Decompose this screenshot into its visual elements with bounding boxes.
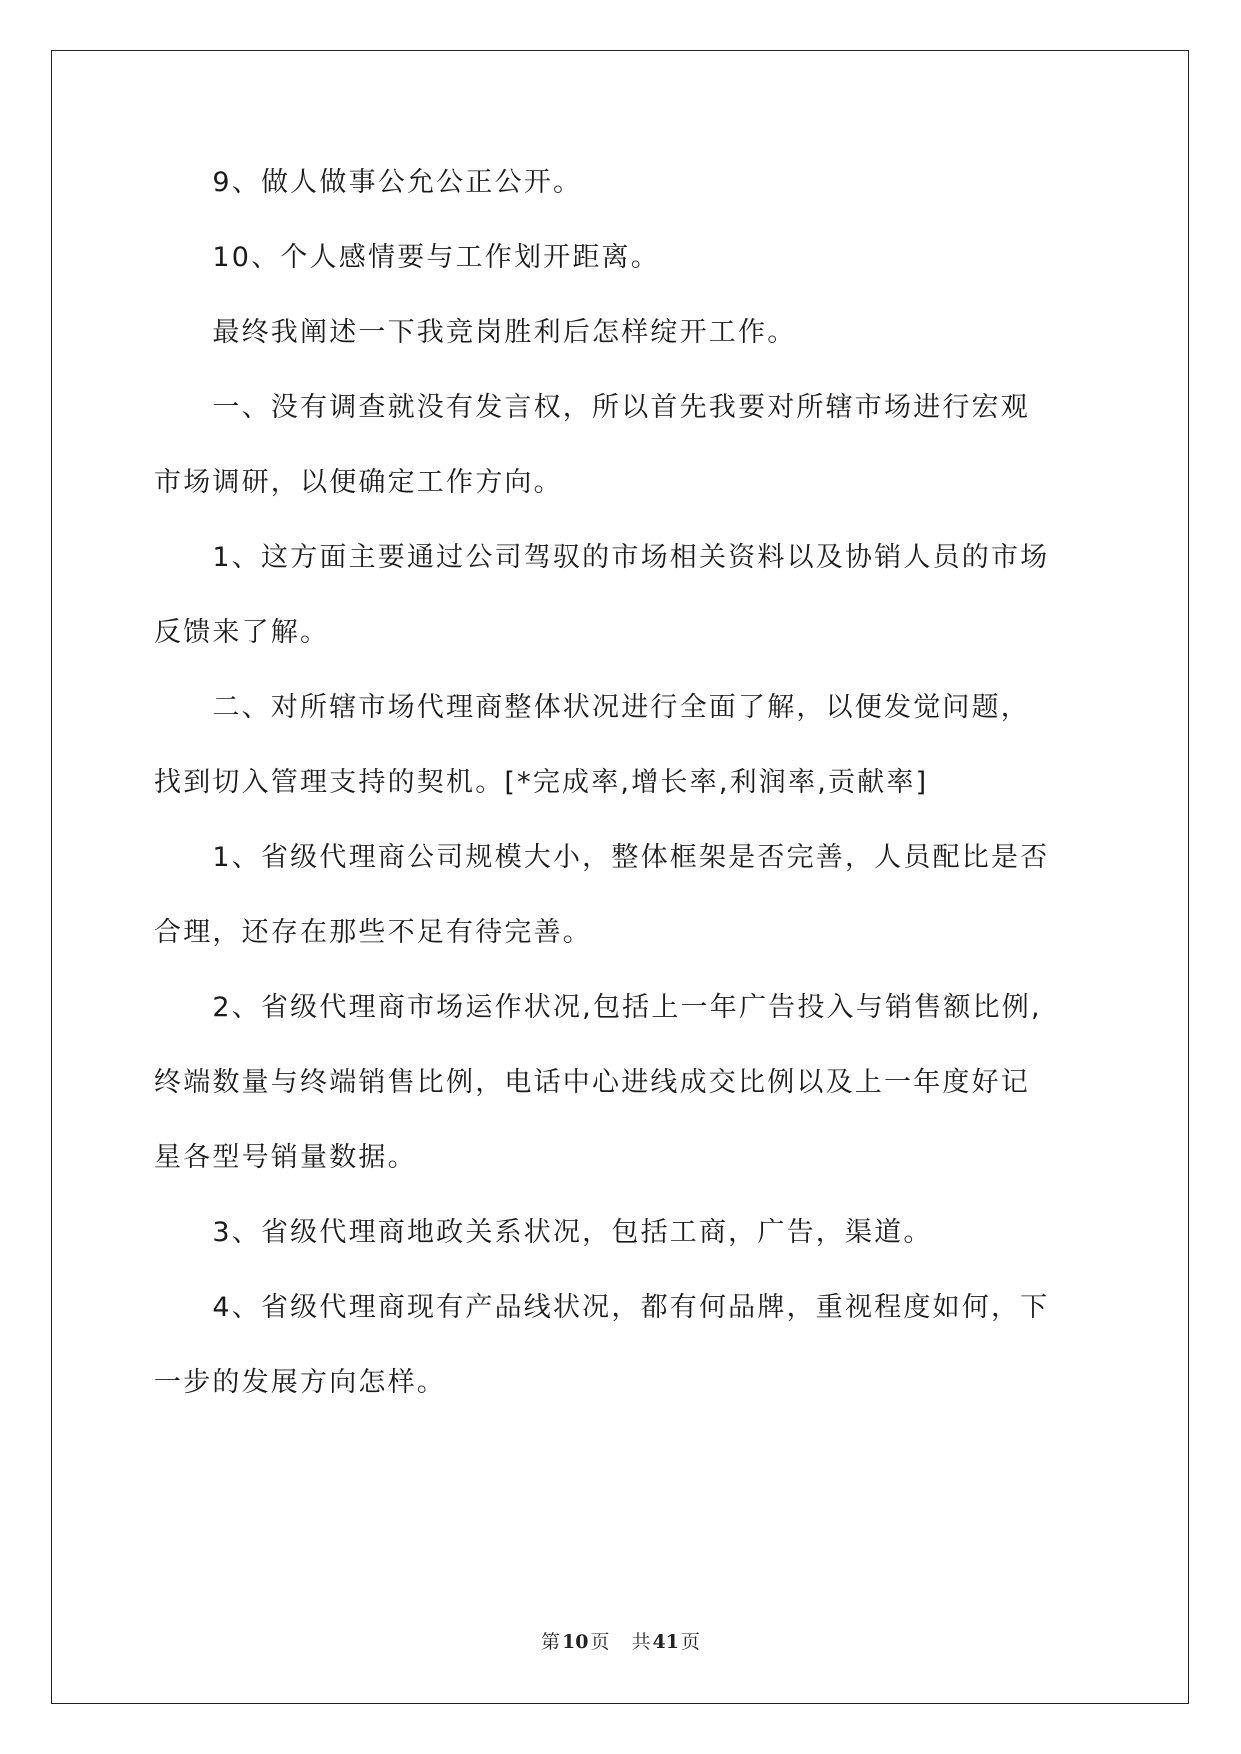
paragraph-line: 二、对所辖市场代理商整体状况进行全面了解，以便发觉问题， xyxy=(154,692,1030,723)
page-prefix: 第 xyxy=(541,1631,561,1653)
paragraph-line: 终端数量与终端销售比例，电话中心进线成交比例以及上一年度好记 xyxy=(154,1067,1030,1098)
total-page-number: 41 xyxy=(652,1631,679,1653)
paragraph-line: 星各型号销量数据。 xyxy=(154,1142,417,1173)
paragraph-line: 2、省级代理商市场运作状况,包括上一年广告投入与销售额比例, xyxy=(154,992,1042,1023)
paragraph-line: 3、省级代理商地政关系状况，包括工商，广告，渠道。 xyxy=(154,1217,933,1248)
paragraph-line: 合理，还存在那些不足有待完善。 xyxy=(154,917,592,948)
paragraph-line: 9、做人做事公允公正公开。 xyxy=(154,167,583,198)
paragraph-line: 10、个人感情要与工作划开距离。 xyxy=(154,242,660,273)
total-suffix: 页 xyxy=(680,1631,700,1653)
page-footer xyxy=(0,1627,1241,1654)
paragraph-line: 最终我阐述一下我竞岗胜利后怎样绽开工作。 xyxy=(154,317,797,348)
paragraph-line: 4、省级代理商现有产品线状况，都有何品牌，重视程度如何，下 xyxy=(154,1292,1050,1323)
paragraph-line: 一、没有调查就没有发言权，所以首先我要对所辖市场进行宏观 xyxy=(154,392,1030,423)
paragraph-line: 反馈来了解。 xyxy=(154,617,330,648)
page-border xyxy=(51,50,1189,1704)
paragraph-line: 一步的发展方向怎样。 xyxy=(154,1367,446,1398)
page-suffix: 页 xyxy=(590,1631,610,1653)
total-prefix: 共 xyxy=(631,1631,651,1653)
current-page-number: 10 xyxy=(562,1631,589,1653)
paragraph-line: 找到切入管理支持的契机。[*完成率,增长率,利润率,贡献率] xyxy=(154,767,929,798)
paragraph-line: 市场调研，以便确定工作方向。 xyxy=(154,467,563,498)
paragraph-line: 1、这方面主要通过公司驾驭的市场相关资料以及协销人员的市场 xyxy=(154,542,1050,573)
paragraph-line: 1、省级代理商公司规模大小，整体框架是否完善，人员配比是否 xyxy=(154,842,1050,873)
